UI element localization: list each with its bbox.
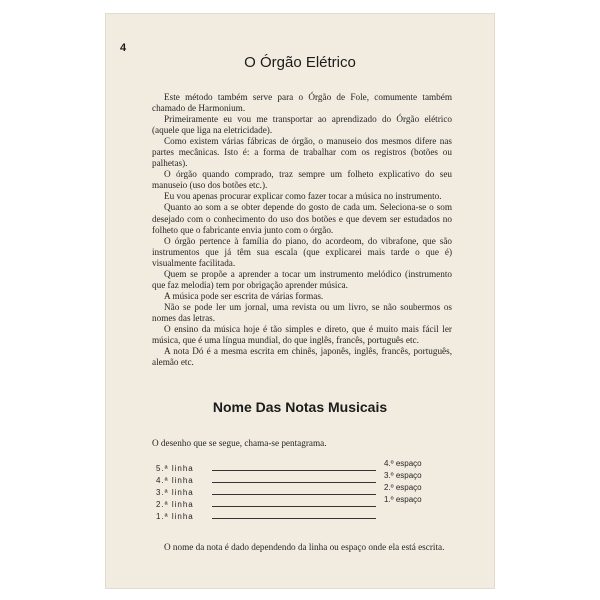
line-label: 3.ª linha	[156, 488, 194, 497]
book-page	[106, 14, 494, 588]
line-label: 1.ª linha	[156, 512, 194, 521]
staff-rule	[212, 482, 376, 483]
line-label: 4.ª linha	[156, 476, 194, 485]
closing-text	[152, 542, 452, 554]
staff-line	[156, 495, 456, 512]
body-text	[152, 92, 452, 368]
paragraph: Como existem várias fábricas de órgão, o manuseio dos mesmos difere nas partes mecânicas. Isto é: a forma de trabalhar com os registros (botões ou palhetas).	[152, 136, 452, 169]
paragraph: Não se pode ler um jornal, uma revista ou um livro, se não soubermos os nomes das letras.	[152, 301, 452, 323]
space-label: 1.º espaço	[384, 495, 422, 504]
paragraph: A música pode ser escrita de várias formas.	[164, 290, 324, 301]
section-title: Nome Das Notas Musicais	[212, 399, 388, 415]
staff-rule	[212, 518, 376, 519]
line-label: 2.ª linha	[156, 500, 194, 509]
line-label: 5.ª linha	[156, 464, 194, 473]
staff-line	[156, 512, 456, 524]
paragraph: Eu vou apenas procurar explicar como fazer tocar a música no instrumento.	[164, 191, 442, 202]
staff-diagram	[156, 459, 456, 524]
paragraph: O nome da nota é dado dependendo da linha ou espaço onde ela está escrita.	[164, 542, 445, 552]
space-label: 4.º espaço	[384, 459, 422, 468]
paragraph: Primeiramente eu vou me transportar ao aprendizado do Órgão elétrico (aquele que liga na eletricidade).	[152, 114, 452, 136]
paragraph: A nota Dó é a mesma escrita em chinês, japonês, inglês, francês, português, alemão etc.	[152, 346, 452, 368]
staff-rule	[212, 506, 376, 507]
paragraph: O órgão quando comprado, traz sempre um folheto explicativo do seu manuseio (uso dos botões etc.).	[152, 169, 452, 191]
paragraph: Quanto ao som a se obter depende do gosto de cada um. Seleciona-se o som desejado com o conhecimento do uso dos botões e que devem ser estudados no folheto que o fabricante envia junto com o órgão.	[152, 202, 452, 235]
staff-intro: O desenho que se segue, chama-se pentagrama.	[152, 438, 327, 448]
page-number: 4	[120, 42, 127, 54]
staff-rule	[212, 470, 376, 471]
paragraph: O órgão pertence à família do piano, do acordeom, do vibrafone, que são instrumentos que já têm sua escala (que explicarei mais tarde o que é) visualmente facilitada.	[152, 235, 452, 268]
staff-rule	[212, 494, 376, 495]
space-label: 3.º espaço	[384, 471, 422, 480]
paragraph: Quem se propõe a aprender a tocar um instrumento melódico (instrumento que faz melodia) tem por obrigação aprender música.	[152, 268, 452, 290]
chapter-title: O Órgão Elétrico	[244, 54, 356, 71]
space-label: 2.º espaço	[384, 483, 422, 492]
paragraph: Este método também serve para o Órgão de Fole, comumente também chamado de Harmonium.	[152, 92, 452, 114]
paragraph: O ensino da música hoje é tão simples e direto, que é muito mais fácil ler música, que é uma língua mundial, do que inglês, francês, português etc.	[152, 323, 452, 346]
